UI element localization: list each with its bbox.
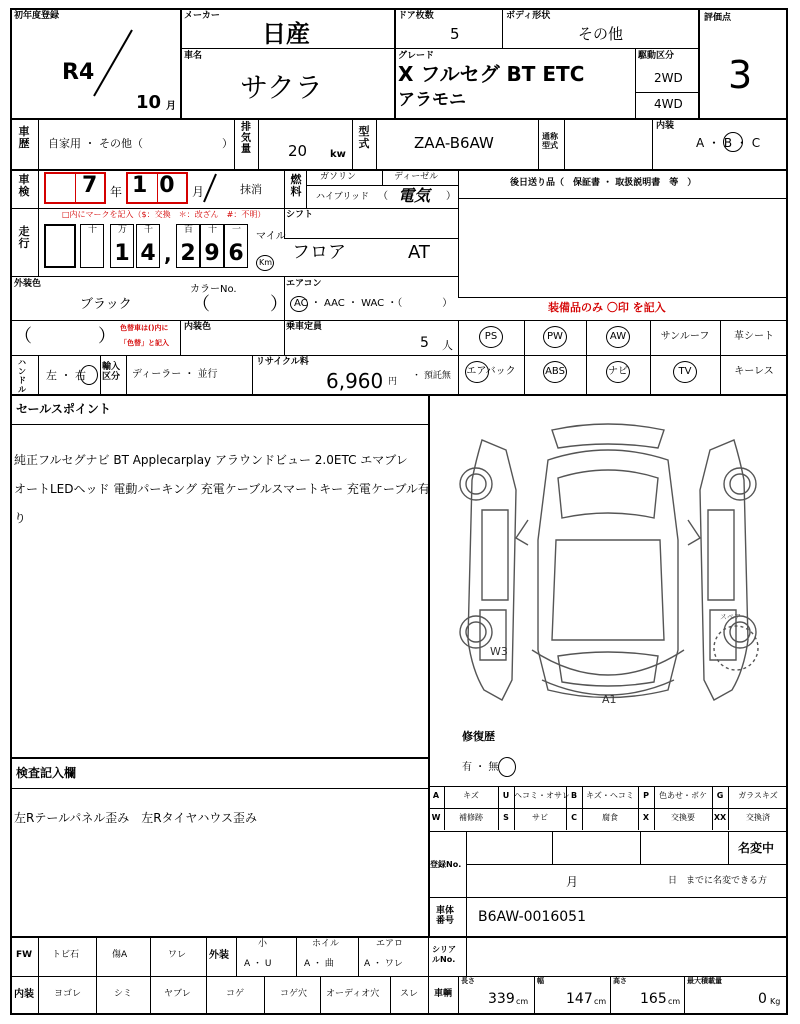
divider bbox=[428, 808, 788, 809]
odometer-place-label: 十 bbox=[88, 225, 98, 235]
equipment-selected-circle bbox=[606, 361, 630, 383]
wid-unit: cm bbox=[594, 997, 607, 1006]
mileage-label: 走行 bbox=[18, 225, 30, 250]
vin-label: 車体番号 bbox=[436, 906, 455, 926]
grade-line2: アラモニ bbox=[398, 90, 466, 110]
shift-label: シフト bbox=[286, 210, 314, 220]
equipment-item: PS bbox=[484, 331, 498, 342]
legend-desc: キズ・ヘコミ bbox=[586, 791, 634, 800]
odometer-place-label: 百 bbox=[184, 225, 194, 235]
divider bbox=[234, 118, 235, 170]
wheel-opts: A ・ 曲 bbox=[304, 959, 334, 969]
divider bbox=[444, 786, 445, 808]
legend-desc: 色あせ・ボケ bbox=[659, 791, 707, 800]
legend-desc: 交換要 bbox=[671, 813, 695, 822]
int-item-6: オーディオ穴 bbox=[326, 989, 380, 999]
divider bbox=[10, 936, 788, 938]
divider bbox=[552, 831, 553, 864]
divider bbox=[514, 808, 515, 830]
odometer-digit: 9 bbox=[204, 241, 220, 266]
slash-mark bbox=[90, 28, 140, 98]
inspect-month: 10 bbox=[132, 173, 187, 198]
divider bbox=[10, 169, 788, 171]
spare-label: スペア bbox=[720, 613, 741, 621]
legend-code: W bbox=[431, 813, 441, 822]
odometer-place-label: 万 bbox=[118, 225, 128, 235]
divider bbox=[10, 394, 788, 396]
hei-value: 165 bbox=[640, 991, 667, 1007]
grade-label: グレード bbox=[398, 51, 435, 61]
divider bbox=[284, 238, 458, 239]
vin-value: B6AW-0016051 bbox=[478, 909, 587, 925]
recycle-deposit: ・ 預託無 bbox=[412, 371, 451, 381]
divider bbox=[284, 169, 285, 239]
len-label: 長さ bbox=[461, 977, 475, 985]
legend-desc: 交換済 bbox=[746, 813, 770, 822]
reg-month: 10 bbox=[136, 92, 162, 113]
model-label: 型式 bbox=[358, 125, 370, 150]
legend-code: B bbox=[570, 791, 578, 800]
divider bbox=[640, 831, 641, 864]
divider bbox=[284, 320, 285, 356]
disp-unit: kw bbox=[330, 149, 346, 160]
legend-desc: ヘコミ・オサレ bbox=[514, 791, 570, 800]
odometer-comma: , bbox=[164, 242, 172, 266]
inspect-cancel: 抹消 bbox=[240, 183, 262, 196]
interior-grades: A ・ B ・ C bbox=[696, 136, 761, 150]
odometer-digit: 6 bbox=[228, 241, 244, 266]
divider bbox=[458, 976, 459, 1015]
mileage-mark-box bbox=[44, 224, 76, 268]
ac-options: AC ・ AAC ・ WAC ・（ ） bbox=[294, 298, 453, 309]
equipment-item: ナビ bbox=[608, 366, 628, 377]
small-opts: A ・ U bbox=[244, 959, 272, 969]
int-item-1: ヨゴレ bbox=[54, 989, 82, 999]
divider bbox=[258, 118, 259, 170]
divider bbox=[635, 92, 698, 93]
fw-label: FW bbox=[16, 950, 33, 960]
color-code-close: ） bbox=[270, 294, 288, 315]
fw-item-2: 傷A bbox=[112, 950, 128, 960]
divider bbox=[654, 786, 655, 808]
divider bbox=[458, 297, 788, 298]
divider bbox=[236, 936, 237, 976]
divider bbox=[10, 976, 788, 977]
load-label: 最大積載量 bbox=[687, 977, 722, 985]
interior-selected-circle bbox=[723, 132, 743, 152]
ext-label: 外装 bbox=[209, 950, 229, 961]
equipment-selected-circle bbox=[673, 361, 697, 383]
divider bbox=[652, 118, 653, 170]
equipment-selected-circle bbox=[543, 326, 567, 348]
divider bbox=[698, 8, 700, 118]
int-color-label: 内装色 bbox=[184, 322, 212, 332]
legend-desc: キズ bbox=[463, 791, 479, 800]
drive-4wd: 4WD bbox=[654, 97, 683, 111]
hei-label: 高さ bbox=[613, 977, 627, 985]
divider bbox=[428, 786, 788, 787]
color-paren-open: （ bbox=[14, 326, 32, 347]
divider bbox=[610, 976, 611, 1015]
divider bbox=[100, 355, 101, 395]
equipment-item: キーレス bbox=[734, 366, 774, 377]
doors-value: 5 bbox=[450, 25, 460, 43]
import-label: 輸入区分 bbox=[102, 362, 121, 382]
equipment-selected-circle bbox=[465, 361, 489, 383]
history-text: 自家用 ・ その他（ bbox=[48, 137, 143, 150]
dims-label: 車輌 bbox=[434, 989, 453, 999]
legend-code: C bbox=[571, 813, 577, 822]
divider bbox=[502, 8, 503, 48]
divider bbox=[458, 198, 788, 199]
doors-label: ドア枚数 bbox=[398, 11, 434, 21]
divider bbox=[428, 831, 788, 832]
repair-value: 有 ・ 無 bbox=[462, 762, 499, 773]
shift-mode: AT bbox=[408, 242, 430, 263]
divider bbox=[38, 208, 39, 276]
first-reg-label: 初年度登録 bbox=[14, 11, 60, 21]
divider bbox=[466, 864, 788, 865]
import-value: ディーラー ・ 並行 bbox=[132, 369, 218, 380]
wid-label: 幅 bbox=[537, 977, 544, 985]
int-label: 内装 bbox=[14, 989, 34, 1000]
capacity-value: 5 bbox=[420, 335, 429, 351]
divider bbox=[376, 118, 377, 170]
sales-title: セールスポイント bbox=[16, 402, 111, 416]
divider bbox=[728, 831, 729, 864]
divider bbox=[38, 169, 39, 209]
equipment-item: エアバック bbox=[466, 366, 516, 377]
fuel-gas: ガソリン bbox=[320, 172, 357, 182]
registration-label: 登録No. bbox=[430, 860, 462, 869]
equipment-item: AW bbox=[609, 331, 627, 342]
divider bbox=[352, 118, 353, 170]
divider bbox=[264, 976, 265, 1015]
divider bbox=[394, 8, 396, 118]
recolor-note-1: 色替車は()内に bbox=[120, 324, 169, 332]
divider bbox=[306, 169, 307, 209]
divider bbox=[10, 276, 458, 277]
common-model-label: 通称型式 bbox=[542, 132, 558, 150]
odometer-place-label: 千 bbox=[144, 225, 154, 235]
divider bbox=[10, 320, 788, 321]
divider bbox=[296, 936, 297, 976]
drive-label: 駆動区分 bbox=[638, 51, 675, 61]
divider bbox=[728, 808, 729, 830]
score-value: 3 bbox=[728, 53, 753, 97]
history-close: ） bbox=[222, 137, 233, 150]
divider bbox=[514, 786, 515, 808]
divider bbox=[538, 118, 539, 170]
mileage-unit-mile: マイル bbox=[256, 231, 286, 242]
repair-none-circle bbox=[498, 757, 516, 777]
divider bbox=[390, 976, 391, 1015]
legend-code: XX bbox=[713, 813, 727, 822]
car-name-value: サクラ bbox=[240, 71, 323, 104]
odometer-place-label: 十 bbox=[208, 225, 218, 235]
sales-line: オートLEDヘッド 電動パーキング 充電ケーブルスマートキー 充電ケーブル有 bbox=[14, 482, 430, 496]
reg-day-text: 日 までに名変できる方 bbox=[668, 876, 768, 886]
int-item-3: ヤブレ bbox=[164, 989, 191, 999]
divider bbox=[728, 786, 729, 808]
load-value: 0 bbox=[758, 991, 767, 1007]
ext-color-value: ブラック bbox=[80, 297, 132, 312]
equipment-selected-circle bbox=[479, 326, 503, 348]
slash-mark bbox=[200, 172, 220, 204]
era-year: R4 bbox=[62, 60, 95, 85]
equip-title: 装備品のみ 〇印 を記入 bbox=[548, 301, 666, 314]
handle-label: ハンドル bbox=[18, 358, 26, 394]
odometer-digit: 1 bbox=[114, 241, 130, 266]
inspect-year: 7 bbox=[82, 173, 98, 198]
legend-desc: ガラスキズ bbox=[738, 791, 778, 800]
aero-opts: A ・ ワレ bbox=[364, 959, 403, 969]
divider bbox=[10, 757, 428, 759]
recycle-value: 6,960 bbox=[326, 369, 384, 393]
damage-mark-w3: W3 bbox=[490, 645, 508, 658]
shift-type: フロア bbox=[292, 242, 346, 263]
legend-code: G bbox=[716, 791, 724, 800]
color-code-open: （ bbox=[192, 294, 210, 315]
divider bbox=[635, 48, 636, 118]
divider bbox=[582, 808, 583, 830]
divider bbox=[684, 976, 685, 1015]
recycle-unit: 円 bbox=[388, 377, 398, 387]
divider bbox=[126, 355, 127, 395]
divider bbox=[358, 936, 359, 976]
int-item-7: スレ bbox=[400, 989, 419, 999]
divider bbox=[10, 208, 458, 209]
sales-line: 純正フルセグナビ BT Applecarplay アラウンドビュー 2.0ETC エマブレ bbox=[14, 453, 408, 467]
recycle-label: リサイクル料 bbox=[256, 357, 309, 367]
divider bbox=[654, 808, 655, 830]
interior-label: 内装 bbox=[656, 121, 675, 131]
divider bbox=[382, 169, 383, 185]
body-label: ボディ形状 bbox=[506, 11, 551, 21]
mileage-unit-km: Km bbox=[259, 258, 273, 267]
divider bbox=[10, 424, 428, 425]
reg-month-unit: 月 bbox=[166, 101, 176, 112]
sales-line: り bbox=[14, 511, 27, 525]
handle-selected-circle bbox=[80, 365, 98, 385]
grade-line1: X フルセグ BT ETC bbox=[398, 62, 585, 86]
equipment-item: 革シート bbox=[734, 331, 774, 342]
name-change: 名変中 bbox=[738, 841, 775, 855]
divider bbox=[180, 8, 182, 118]
divider bbox=[582, 786, 583, 808]
ac-label: エアコン bbox=[286, 279, 322, 289]
divider bbox=[466, 936, 467, 976]
capacity-unit: 人 bbox=[442, 339, 453, 352]
legend-desc: 補修跡 bbox=[459, 813, 483, 822]
wid-value: 147 bbox=[566, 991, 593, 1007]
reg-month-unit-2: 月 bbox=[566, 875, 579, 889]
color-code-label: カラーNo. bbox=[190, 284, 237, 295]
int-item-2: シミ bbox=[114, 989, 133, 999]
color-paren-close: ） bbox=[98, 326, 116, 347]
serial-label: シリアルNo. bbox=[432, 945, 456, 964]
damage-mark-a1: A1 bbox=[602, 693, 617, 706]
maker-label: メーカー bbox=[184, 11, 220, 21]
len-unit: cm bbox=[516, 997, 529, 1006]
load-unit: Kg bbox=[770, 997, 781, 1006]
divider bbox=[444, 808, 445, 830]
repair-label: 修復歴 bbox=[462, 730, 495, 743]
divider bbox=[252, 355, 253, 395]
body-value: その他 bbox=[578, 25, 624, 43]
equipment-selected-circle bbox=[606, 326, 630, 348]
recolor-note-2: 「色替」と記入 bbox=[120, 339, 169, 347]
model-value: ZAA-B6AW bbox=[414, 134, 494, 152]
fuel-hybrid: ハイブリッド bbox=[316, 192, 370, 202]
legend-code: A bbox=[432, 791, 440, 800]
equipment-item: TV bbox=[678, 366, 692, 377]
inspection-title: 検査記入欄 bbox=[16, 766, 77, 780]
divider bbox=[564, 118, 565, 170]
legend-desc: サビ bbox=[532, 813, 548, 822]
legend-code: U bbox=[502, 791, 510, 800]
divider bbox=[466, 897, 467, 936]
divider bbox=[428, 897, 788, 898]
fw-item-1: トビ石 bbox=[52, 950, 80, 960]
items-later: 後日送り品（ 保証書 ・ 取扱説明書 等 ） bbox=[510, 178, 697, 188]
fuel-close: ） bbox=[446, 191, 456, 202]
fuel-diesel: ディーゼル bbox=[394, 172, 439, 182]
divider bbox=[306, 185, 458, 186]
history-label: 車歴 bbox=[18, 125, 30, 150]
divider bbox=[38, 355, 39, 395]
divider bbox=[320, 976, 321, 1015]
fw-item-3: ワレ bbox=[168, 950, 187, 960]
legend-code: X bbox=[642, 813, 650, 822]
car-name-label: 車名 bbox=[184, 51, 203, 61]
inspection-text: 左Rテールパネル歪み 左Rタイヤハウス歪み bbox=[14, 811, 257, 825]
mileage-note: □内にマークを記入（$：交換 ＊：改ざん #：不明） bbox=[62, 210, 266, 219]
int-item-4: コゲ bbox=[226, 989, 245, 999]
divider bbox=[180, 320, 181, 356]
divider bbox=[428, 394, 430, 936]
legend-code: S bbox=[503, 813, 509, 822]
divider bbox=[180, 48, 698, 49]
aero-label: エアロ bbox=[376, 939, 404, 949]
wheel-label: ホイル bbox=[312, 939, 340, 949]
odometer-digit: 2 bbox=[180, 241, 196, 266]
odometer-digit: 4 bbox=[140, 241, 156, 266]
car-diagram bbox=[432, 400, 784, 743]
score-label: 評価点 bbox=[704, 13, 732, 23]
divider bbox=[75, 174, 76, 202]
inspect-year-unit: 年 bbox=[110, 185, 123, 199]
fuel-label: 燃料 bbox=[290, 173, 302, 198]
capacity-label: 乗車定員 bbox=[286, 322, 323, 332]
fuel-open: （ bbox=[378, 191, 388, 202]
fuel-other: 電気 bbox=[398, 186, 431, 205]
inspect-label: 車検 bbox=[18, 173, 30, 198]
divider bbox=[38, 118, 39, 170]
sales-text bbox=[14, 446, 430, 533]
disp-label: 排気量 bbox=[241, 122, 251, 155]
handle-value: 左 ・ 右 bbox=[46, 369, 86, 382]
equipment-item: サンルーフ bbox=[660, 331, 710, 342]
len-value: 339 bbox=[488, 991, 515, 1007]
drive-2wd: 2WD bbox=[654, 71, 683, 85]
divider bbox=[10, 788, 428, 789]
equipment-item: PW bbox=[547, 331, 563, 342]
hei-unit: cm bbox=[668, 997, 681, 1006]
equipment-item: ABS bbox=[545, 366, 565, 377]
divider bbox=[458, 169, 459, 297]
legend-desc: 腐食 bbox=[602, 813, 618, 822]
disp-value: 20 bbox=[288, 142, 308, 160]
odometer-place-label: 一 bbox=[232, 225, 242, 235]
divider bbox=[534, 976, 535, 1015]
maker-value: 日産 bbox=[262, 20, 310, 48]
divider bbox=[10, 118, 788, 120]
small-label: 小 bbox=[258, 939, 268, 949]
legend-code: P bbox=[643, 791, 649, 800]
int-item-5: コゲ穴 bbox=[280, 989, 308, 999]
ext-color-label: 外装色 bbox=[14, 279, 42, 289]
equipment-selected-circle bbox=[543, 361, 567, 383]
inspect-month-unit: 月 bbox=[192, 185, 205, 199]
